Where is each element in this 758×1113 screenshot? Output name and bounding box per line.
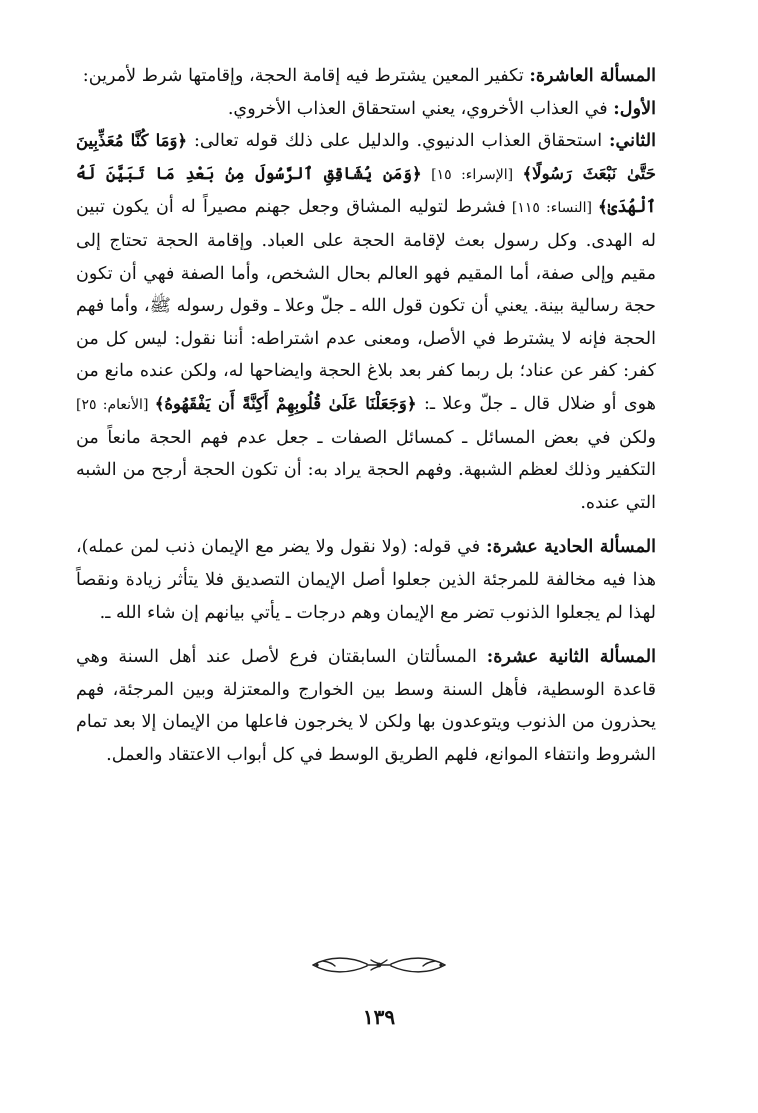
issue-10-text: تكفير المعين يشترط فيه إقامة الحجة، وإقامتها شرط لأمرين: bbox=[82, 66, 530, 86]
first-title: الأول: bbox=[613, 97, 656, 119]
decorative-divider-icon bbox=[309, 952, 449, 978]
first-text: في العذاب الأخروي، يعني استحقاق العذاب الأخروي. bbox=[227, 98, 614, 119]
quran-verse-isra: ﴿وَمَا كُنَّا مُعَذِّبِينَ حَتَّىٰ نَبْعَثَ رَسُولًا﴾ bbox=[76, 131, 656, 183]
issue-11-text: في قوله: (ولا نقول ولا يضر مع الإيمان ذنب لمن عمله)، هذا فيه مخالفة للمرجئة الذين جعلوا أصل الإيمان التصديق فلا يتأثر زيادة ونقصاً لهذا لم يجعلوا الذنوب تضر مع الإيمان وهم درجات ـ يأتي بيانهم إن شاء الله ـ. bbox=[76, 537, 656, 623]
quran-verse-nisa: ﴿وَمَن يُشَاقِقِ ٱلرَّسُولَ مِنۢ بَعْدِ مَا تَبَيَّنَ لَهُ ٱلْهُدَىٰ﴾ bbox=[76, 163, 656, 217]
verse-ref-anam: [الأنعام: ٢٥] bbox=[76, 396, 155, 413]
paragraph-second bbox=[76, 125, 682, 519]
quran-verse-anam: ﴿وَجَعَلْنَا عَلَىٰ قُلُوبِهِمْ أَكِنَّةً أَن يَفْقَهُوهُ﴾ bbox=[154, 393, 417, 413]
issue-12-title: المسألة الثانية عشرة: bbox=[486, 646, 656, 668]
second-title: الثاني: bbox=[609, 130, 656, 152]
paragraph-first bbox=[76, 93, 682, 126]
paragraph-issue-12 bbox=[76, 641, 682, 771]
second-text-2: فشرط لتوليه المشاق وجعل جهنم مصيراً له أن يكون تبين له الهدى. وكل رسول بعث لإقامة الحجة على العباد. وإقامة الحجة تحتاج إلى مقيم وإلى صفة، أما المقيم فهو العالم بحال الشخص، وأما الصفة فهي أن تكون حجة رسالية بينة. يعني أن تكون قول الله ـ جلّ وعلا ـ وقول رسوله ﷺ، وأما فهم الحجة فإنه لا يشترط في الأصل، ومعنى عدم اشتراطه: أننا نقول: ليس كل من كفر: كفر عن عناد؛ بل ربما كفر بعد بلاغ الحجة وايضاحها له، ولكن عنده مانع من هوى أو ضلال قال ـ جلّ وعلا ـ: bbox=[76, 197, 657, 414]
second-text-3: ولكن في بعض المسائل ـ كمسائل الصفات ـ جعل عدم فهم الحجة مانعاً من التكفير وذلك لعظم الشبهة. وفهم الحجة يراد به: أن تكون الحجة أرجح من الشبه التي عنده. bbox=[76, 427, 656, 513]
second-text-1: استحقاق العذاب الدنيوي. والدليل على ذلك قوله تعالى: bbox=[187, 131, 610, 152]
paragraph-issue-10 bbox=[76, 60, 682, 93]
verse-ref-isra: [الإسراء: ١٥] bbox=[421, 166, 523, 183]
issue-10-title: المسألة العاشرة: bbox=[529, 65, 656, 86]
paragraph-issue-11 bbox=[76, 531, 682, 629]
issue-12-text: المسألتان السابقتان فرع لأصل عند أهل السنة وهي قاعدة الوسطية، فأهل السنة وسط بين الخوارج والمعتزلة وبين المرجئة، فهم يحذرون من الذنوب ويتوعدون بها ولكن لا يخرجون فاعلها من الإيمان إلا بعد تمام الشروط وانتفاء الموانع، فلهم الطريق الوسط في كل أبواب الاعتقاد والعمل. bbox=[76, 647, 656, 765]
issue-11-title: المسألة الحادية عشرة: bbox=[486, 536, 657, 558]
page-number: ١٣٩ bbox=[362, 1005, 396, 1029]
verse-ref-nisa: [النساء: ١١٥] bbox=[505, 200, 598, 217]
page-body bbox=[76, 60, 682, 771]
